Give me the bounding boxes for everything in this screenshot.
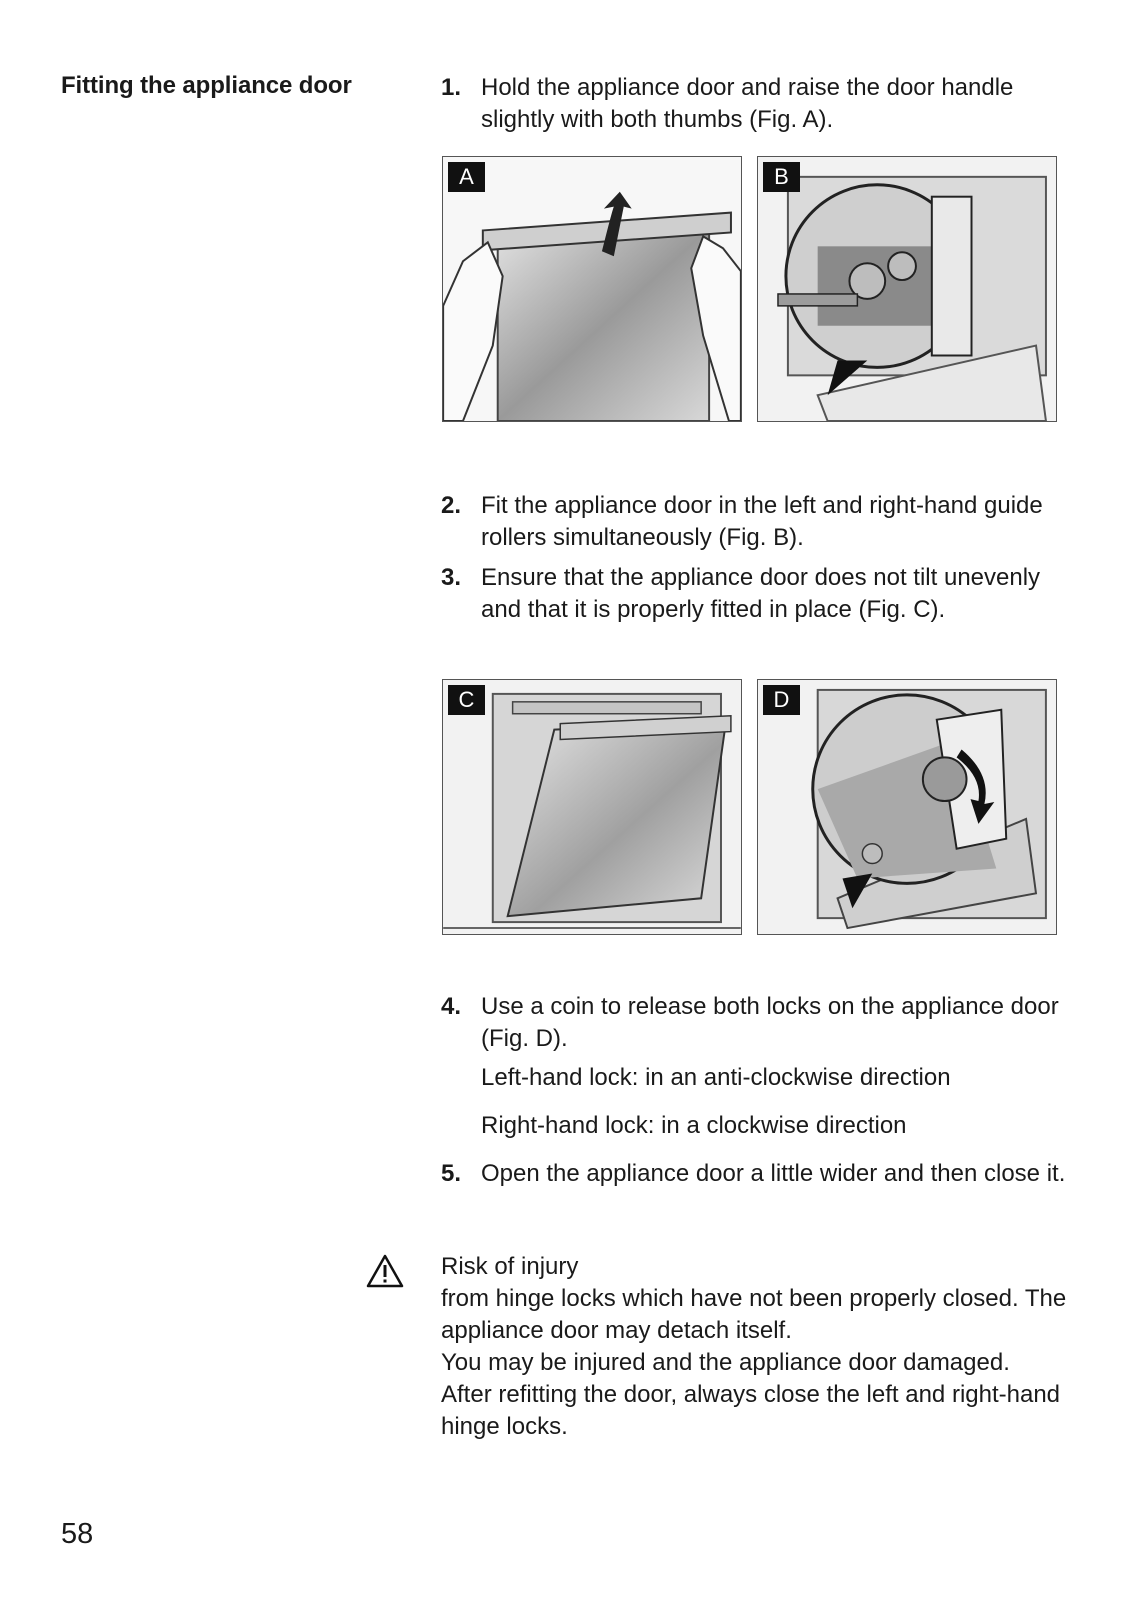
step-number: 4. (441, 993, 462, 1020)
step-4 (441, 991, 1081, 1055)
step-1 (441, 72, 1081, 136)
figure-a (442, 156, 742, 422)
step-text: Open the appliance door a little wider and then close it. (481, 1160, 1066, 1187)
step-number: 3. (441, 564, 462, 591)
warning-triangle-icon (366, 1254, 404, 1288)
figure-label: B (763, 162, 800, 192)
warning-text: from hinge locks which have not been properly closed. The appliance door may detach itself. (441, 1285, 1067, 1344)
step-2 (441, 490, 1081, 554)
warning-title: Risk of injury (441, 1253, 579, 1280)
hinge-lock-release-illustration (758, 680, 1056, 934)
right-lock-direction: Right-hand lock: in a clockwise direction (481, 1112, 907, 1139)
left-lock-direction: Left-hand lock: in an anti-clockwise direction (481, 1064, 951, 1091)
figure-d (757, 679, 1057, 935)
step-text: Ensure that the appliance door does not tilt unevenly and that it is properly fitted in place (Fig. C). (481, 564, 1041, 623)
section-title: Fitting the appliance door (61, 72, 352, 99)
warning-text: You may be injured and the appliance door damaged. (441, 1349, 1010, 1376)
step-3 (441, 562, 1081, 626)
warning-block (441, 1251, 1081, 1443)
figure-label: A (448, 162, 485, 192)
page-number: 58 (61, 1518, 94, 1550)
figure-b (757, 156, 1057, 422)
step-text: Use a coin to release both locks on the appliance door (Fig. D). (481, 993, 1059, 1052)
door-fitted-illustration (443, 680, 741, 934)
door-handle-raise-illustration (443, 157, 741, 421)
step-number: 5. (441, 1160, 462, 1187)
step-text: Hold the appliance door and raise the door handle slightly with both thumbs (Fig. A). (481, 74, 1014, 133)
figure-label: C (448, 685, 485, 715)
warning-text: After refitting the door, always close the left and right-hand hinge locks. (441, 1381, 1061, 1440)
guide-rollers-illustration (758, 157, 1056, 421)
figure-label: D (763, 685, 800, 715)
step-number: 2. (441, 492, 462, 519)
step-5 (441, 1158, 1081, 1190)
step-number: 1. (441, 74, 462, 101)
step-text: Fit the appliance door in the left and right-hand guide rollers simultaneously (Fig. B). (481, 492, 1043, 551)
figure-c (442, 679, 742, 935)
